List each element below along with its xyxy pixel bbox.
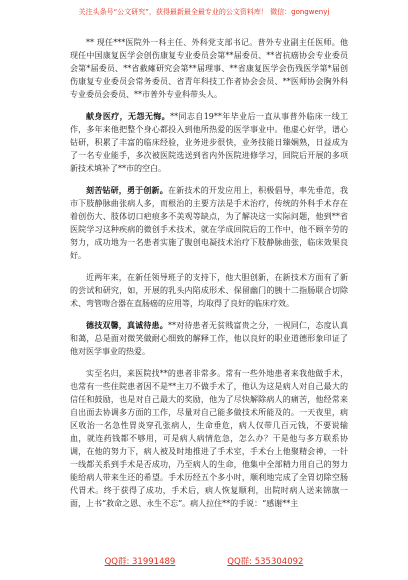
- document-body: [70, 36, 348, 519]
- paragraph-2: [70, 110, 348, 175]
- paragraph-3: [70, 184, 348, 262]
- qq-group-link-1[interactable]: QQ群: 31991489: [104, 557, 176, 567]
- paragraph-3-lead: 刻苦钻研，勇于创新。: [86, 185, 168, 195]
- paragraph-2-text: **同志自19**年毕业后一直从事普外临床一线工作，多年来他把整个身心都投入到他所热爱的医学事业中。他虚心好学，谱心钻研，积累了丰富的临床经验，业务进步很快，业务技能日臻娴熟，日益成为了一名专业能手，多次被医院选送到省内外医院进修学习，回院后开展的多项新技术填补了**市的空白。: [70, 112, 348, 173]
- paragraph-6: 实至名归，来医院找**的患者非常多。常有一些外地患者来我他做手术，也常有一些住院患者因不是**主刀不做手术了，他认为这是病人对自己最大的信任和鼓励，也是对自己最大的奖励，他为了尽快解除病人的痛苦，他经常来自出面去协调多方面的工作，尽量对自己能多做技术所能及的。一天夜里，病区收治一名急性胃炎穿孔张病人，生命垂危，病人仅带几百元钱，不要说输血，就连药钱都不够用，可是病人病情危急，怎么办？干是他与多方联系协调，在他的努力下，病人被及时地推进了手术室，手术台上他聚精会神，一针一线都关系到手术是否成功，乃至病人的生命，他集中全部精力用自己的努力能给病人带来生还的希望。手术历经五个多小时，顺利地完成了全胃切除空肠代胃术。终于获得了成功，手术后，病人恢复顺利，出院时病人送来锦旗一面，上书“救命之恩、永生不忘”。病人拉住**的手说：“感谢**主: [70, 369, 348, 508]
- paragraph-4: 近两年来，在新任领导班子的支持下，他大胆创新，在新技术方面有了新的尝试和研究，如，开展的乳头内陷成形术、保留幽门的胰十二指肠联合切除术、弯管吻合器在直肠癌的应用等，均取得了良好的临床疗效。: [70, 273, 348, 308]
- paragraph-5: [70, 319, 348, 358]
- paragraph-1: ** 现任***医院外一科主任、外科党支部书记。普外专业副主任医师。他现任中国康复医学会创伤康复专业委员会第**届委员、**省抗癌协会专业委员会第*届委员、**省截瘫研究会第**届理事、**省康复医学会伤残医学第*届创伤康复专业委员会常务委员、省青年科技工作者协会会员、**医师协会胸外科专业委员会委员、**市普外专业科带头人。: [70, 38, 348, 99]
- paragraph-5-text: **对待患者无贫贱富贵之分，一视同仁，态度认真和蔼，总是面对微笑做耐心细致的解释工作，他以良好的职业道德形象印证了他对医学事业的热爱。: [70, 321, 348, 356]
- qq-group-link-2[interactable]: QQ群: 535304092: [227, 557, 304, 567]
- paragraph-5-lead: 德技双馨，真诚待患。: [86, 320, 168, 330]
- paragraph-3-text: 在新技术的开发应用上，积极倡导，率先垂范，我市下肢静脉曲张病人多，而根治的主要方法是手术治疗，传统的外科手术存在着创伤大、肢体切口疤痕多不美观等缺点，为了解决这一实际问题，他到**省医院学习这种疾病的微创手术技术，就在学成回院后的工作中，他不顾辛劳的努力，成功地为一名患者实施了腹创电凝技术治疗下肢静脉曲张，临床效果良好。: [70, 186, 348, 260]
- footer: [0, 555, 408, 567]
- header-banner: 关注头条号“公文研究”，获得最新最全最专业的公文资料库！ 微信：gongwenyj: [78, 8, 330, 16]
- paragraph-2-lead: 献身医疗，无怨无悔。: [86, 111, 171, 121]
